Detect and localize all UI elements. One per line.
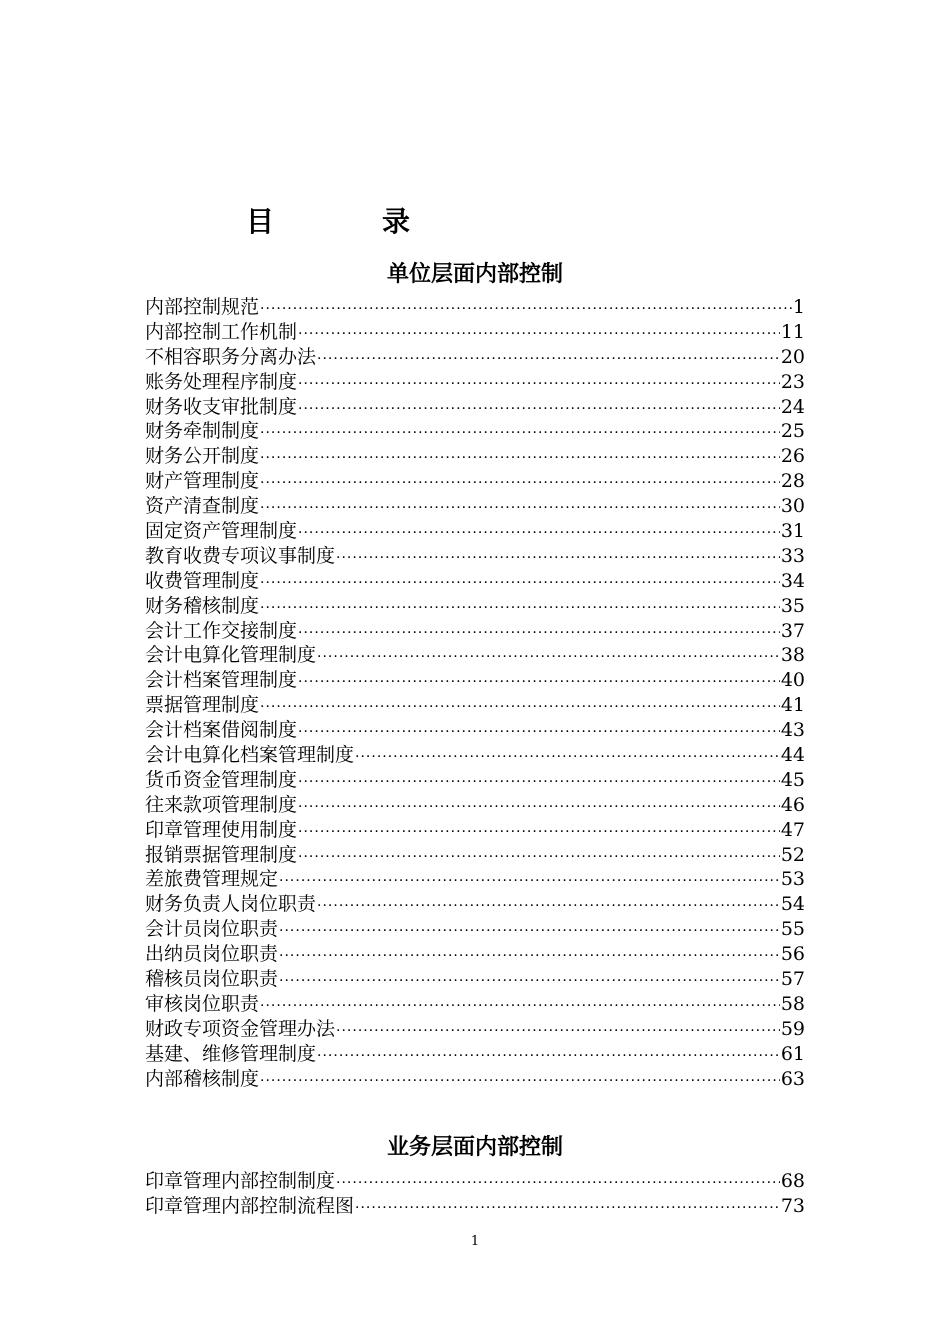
toc-dot-leader [317,645,780,670]
toc-entry[interactable] [145,1042,805,1067]
toc-entry-page-number: 68 [780,1170,805,1192]
toc-dot-leader [298,322,780,347]
toc-entry-label: 会计工作交接制度 [145,619,298,642]
toc-entry[interactable] [145,395,805,420]
toc-entry[interactable] [145,718,805,743]
toc-entry-page-number: 56 [780,943,805,966]
toc-entry-page-number: 40 [780,669,805,692]
toc-entry[interactable] [145,469,805,494]
toc-entry-label: 稽核员岗位职责 [145,968,279,991]
toc-dot-leader [298,845,780,870]
toc-entry-label: 财务负责人岗位职责 [145,893,317,916]
toc-entry-page-number: 34 [780,569,805,592]
toc-dot-leader [317,894,780,919]
toc-entry-label: 基建、维修管理制度 [145,1042,317,1065]
section-heading-unit-level: 单位层面内部控制 [386,261,563,287]
toc-entry-label: 教育收费专项议事制度 [145,544,336,567]
toc-entry-label: 会计档案借阅制度 [145,719,298,742]
toc-entry-page-number: 11 [780,320,805,343]
toc-entry[interactable] [145,992,805,1017]
toc-dot-leader [260,471,780,496]
toc-dot-leader [298,770,780,795]
toc-entry-label: 差旅费管理规定 [145,868,279,891]
toc-entry-label: 资产清查制度 [145,495,260,518]
toc-entry[interactable] [145,370,805,395]
toc-entry[interactable] [145,1067,805,1092]
toc-entry-page-number: 52 [780,843,805,866]
toc-entry-label: 票据管理制度 [145,694,260,717]
toc-entry[interactable] [145,419,805,444]
toc-entry-page-number: 61 [780,1042,805,1065]
toc-entry-label: 内部控制规范 [145,296,260,318]
toc-entry[interactable] [145,867,805,892]
toc-dot-leader [279,869,780,894]
toc-entry[interactable] [145,1169,805,1194]
toc-dot-leader [260,421,780,446]
toc-entry-page-number: 58 [780,992,805,1015]
toc-dot-leader [260,596,780,621]
toc-entry-page-number: 24 [780,395,805,418]
toc-entry-label: 收费管理制度 [145,569,260,592]
toc-entry-page-number: 23 [780,370,805,393]
toc-entry-label: 财务公开制度 [145,445,260,468]
toc-entry[interactable] [145,768,805,793]
toc-title-char-2: 录 [382,205,411,238]
toc-dot-leader [298,795,780,820]
toc-entry[interactable] [145,643,805,668]
toc-entry[interactable] [145,668,805,693]
toc-entry-label: 内部稽核制度 [145,1067,260,1090]
toc-dot-leader [317,347,780,372]
toc-entry-label: 财务牵制制度 [145,420,260,443]
toc-dot-leader [279,944,780,969]
toc-dot-leader [317,1044,780,1069]
toc-entry-page-number: 54 [780,893,805,916]
toc-entry[interactable] [145,1194,805,1219]
toc-entry-page-number: 73 [780,1194,805,1217]
toc-entry-page-number: 59 [780,1017,805,1040]
toc-entry[interactable] [145,1017,805,1042]
toc-entry-label: 不相容职务分离办法 [145,345,317,368]
toc-entry[interactable] [145,818,805,843]
toc-dot-leader [336,1171,780,1196]
section-heading-business-level: 业务层面内部控制 [386,1134,563,1160]
toc-dot-leader [298,720,780,745]
toc-entry-page-number: 57 [780,968,805,991]
toc-entry-label: 往来款项管理制度 [145,793,298,816]
toc-entry-label: 财务收支审批制度 [145,395,298,418]
toc-dot-leader [260,695,780,720]
toc-entry-label: 出纳员岗位职责 [145,943,279,966]
toc-entry[interactable] [145,793,805,818]
toc-entry[interactable] [145,444,805,469]
toc-entry[interactable] [145,345,805,370]
toc-entry[interactable] [145,544,805,569]
toc-entry-label: 内部控制工作机制 [145,320,298,343]
toc-entry-label: 审核岗位职责 [145,992,260,1015]
toc-dot-leader [279,969,780,994]
toc-entry-page-number: 28 [780,470,805,493]
toc-entry-label: 会计电算化档案管理制度 [145,744,355,767]
toc-entry-label: 财政专项资金管理办法 [145,1017,336,1040]
toc-entry-page-number: 55 [780,918,805,941]
toc-entry-page-number: 30 [780,495,805,518]
toc-entry-page-number: 38 [780,644,805,667]
toc-entry-page-number: 63 [780,1067,805,1090]
toc-entry[interactable] [145,693,805,718]
toc-entry[interactable] [145,743,805,768]
toc-entry-page-number: 45 [780,768,805,791]
toc-entry[interactable] [145,295,805,320]
toc-entry-page-number: 43 [780,719,805,742]
toc-entry[interactable] [145,619,805,644]
toc-dot-leader [260,571,780,596]
toc-entry-page-number: 47 [780,818,805,841]
toc-dot-leader [298,670,780,695]
toc-entry-page-number: 37 [780,619,805,642]
toc-dot-leader [355,1196,780,1221]
toc-dot-leader [260,1069,780,1094]
toc-dot-leader [336,1019,780,1044]
toc-entry[interactable] [145,892,805,917]
toc-entry-label: 报销票据管理制度 [145,843,298,866]
toc-entry-page-number: 33 [780,544,805,567]
toc-list-unit-level [145,295,805,1092]
toc-entry[interactable] [145,917,805,942]
toc-entry-page-number: 44 [780,744,805,767]
toc-dot-leader [298,372,780,397]
toc-entry-page-number: 1 [792,296,805,318]
toc-entry-page-number: 35 [780,594,805,617]
toc-dot-leader [279,919,780,944]
toc-entry[interactable] [145,967,805,992]
toc-dot-leader [260,496,780,521]
toc-entry[interactable] [145,494,805,519]
toc-dot-leader [260,297,792,322]
toc-dot-leader [260,446,780,471]
toc-entry-page-number: 31 [780,520,805,543]
toc-entry-label: 印章管理使用制度 [145,818,298,841]
toc-entry[interactable] [145,594,805,619]
toc-entry-label: 印章管理内部控制制度 [145,1170,336,1192]
toc-entry-page-number: 26 [780,445,805,468]
toc-entry-label: 财务稽核制度 [145,594,260,617]
toc-entry-page-number: 20 [780,345,805,368]
toc-dot-leader [298,820,780,845]
toc-entry-label: 会计档案管理制度 [145,669,298,692]
toc-entry-label: 货币资金管理制度 [145,768,298,791]
toc-entry-label: 会计员岗位职责 [145,918,279,941]
toc-entry-page-number: 25 [780,420,805,443]
toc-entry-page-number: 46 [780,793,805,816]
toc-entry-label: 会计电算化管理制度 [145,644,317,667]
toc-list-business-level [145,1169,805,1219]
toc-entry-label: 账务处理程序制度 [145,370,298,393]
toc-entry-label: 印章管理内部控制流程图 [145,1194,355,1217]
toc-entry[interactable] [145,942,805,967]
toc-entry-label: 固定资产管理制度 [145,520,298,543]
toc-dot-leader [298,521,780,546]
page-number: 1 [470,1234,480,1249]
toc-entry-page-number: 53 [780,868,805,891]
toc-entry[interactable] [145,519,805,544]
toc-entry-page-number: 41 [780,694,805,717]
toc-dot-leader [298,397,780,422]
toc-dot-leader [336,546,780,571]
toc-title-char-1: 目 [246,205,275,238]
toc-dot-leader [298,621,780,646]
toc-dot-leader [355,745,780,770]
toc-entry[interactable] [145,843,805,868]
toc-entry[interactable] [145,569,805,594]
toc-dot-leader [260,994,780,1019]
toc-entry[interactable] [145,320,805,345]
toc-entry-label: 财产管理制度 [145,470,260,493]
